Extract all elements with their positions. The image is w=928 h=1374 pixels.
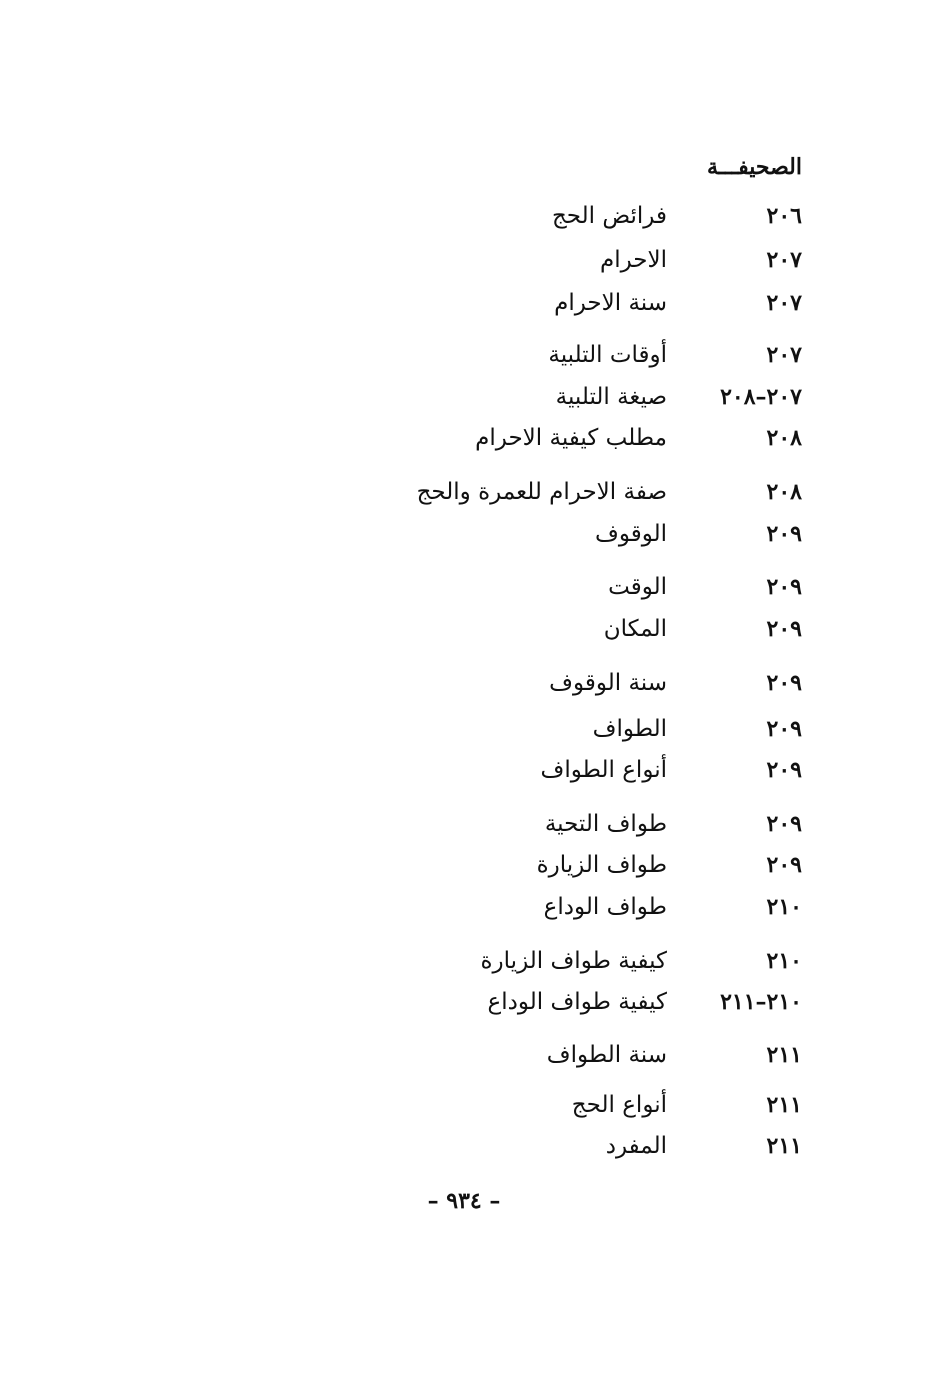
index-entry <box>0 807 928 841</box>
entry-title: أوقات التلبية <box>548 342 667 368</box>
entry-title: المكان <box>603 616 667 642</box>
entry-title: كيفية طواف الزيارة <box>480 948 667 974</box>
entry-title: أنواع الحج <box>571 1092 667 1118</box>
index-entry <box>0 712 928 746</box>
entry-page-number: ٢١٠–٢١١ <box>720 989 802 1015</box>
index-entry <box>0 1088 928 1122</box>
entry-page-number: ٢١٠ <box>766 948 802 974</box>
entry-page-number: ٢٠٦ <box>766 203 802 229</box>
entry-title: سنة الوقوف <box>549 670 667 696</box>
entry-page-number: ٢١١ <box>766 1133 802 1159</box>
entry-title: سنة الاحرام <box>554 290 667 316</box>
index-entry <box>0 753 928 787</box>
entry-page-number: ٢١٠ <box>766 894 802 920</box>
index-entry <box>0 890 928 924</box>
entry-page-number: ٢٠٩ <box>766 811 802 837</box>
entry-title: أنواع الطواف <box>540 757 667 783</box>
entry-page-number: ٢٠٨ <box>766 425 802 451</box>
entry-page-number: ٢٠٧ <box>766 342 802 368</box>
index-entry <box>0 985 928 1019</box>
entry-title: الوقت <box>608 574 667 600</box>
index-entry <box>0 666 928 700</box>
entry-page-number: ٢٠٩ <box>766 757 802 783</box>
entry-title: سنة الطواف <box>546 1042 667 1068</box>
entry-page-number: ٢٠٩ <box>766 574 802 600</box>
entry-page-number: ٢٠٧ <box>766 290 802 316</box>
entry-title: المفرد <box>605 1133 667 1159</box>
index-entry <box>0 1038 928 1072</box>
index-entry <box>0 380 928 414</box>
index-entry <box>0 517 928 551</box>
index-entry <box>0 421 928 455</box>
index-entry <box>0 475 928 509</box>
index-entry <box>0 612 928 646</box>
entry-title: صفة الاحرام للعمرة والحج <box>416 479 667 505</box>
entry-title: الوقوف <box>595 521 667 547</box>
index-entry <box>0 944 928 978</box>
entry-title: مطلب كيفية الاحرام <box>475 425 667 451</box>
index-entry <box>0 243 928 277</box>
entry-title: طواف الوداع <box>543 894 667 920</box>
entry-title: الاحرام <box>599 247 667 273</box>
entry-title: طواف التحية <box>544 811 667 837</box>
entry-page-number: ٢١١ <box>766 1092 802 1118</box>
entry-title: الطواف <box>592 716 667 742</box>
index-entry <box>0 199 928 233</box>
entry-page-number: ٢٠٩ <box>766 670 802 696</box>
entry-page-number: ٢٠٩ <box>766 616 802 642</box>
index-entry <box>0 1129 928 1163</box>
entry-title: كيفية طواف الوداع <box>487 989 667 1015</box>
index-entry <box>0 338 928 372</box>
index-entry <box>0 286 928 320</box>
index-entry <box>0 570 928 604</box>
entry-page-number: ٢٠٧–٢٠٨ <box>720 384 802 410</box>
entry-page-number: ٢٠٩ <box>766 852 802 878</box>
entry-title: صيغة التلبية <box>555 384 667 410</box>
entry-title: فرائض الحج <box>551 203 667 229</box>
page-folio-number: – ٩٣٤ – <box>427 1188 501 1214</box>
entry-page-number: ٢١١ <box>766 1042 802 1068</box>
entry-page-number: ٢٠٩ <box>766 521 802 547</box>
entry-page-number: ٢٠٩ <box>766 716 802 742</box>
entry-page-number: ٢٠٧ <box>766 247 802 273</box>
entry-title: طواف الزيارة <box>536 852 667 878</box>
page-column-header: الصحيفـــة <box>707 154 802 180</box>
index-entry <box>0 848 928 882</box>
entry-page-number: ٢٠٨ <box>766 479 802 505</box>
